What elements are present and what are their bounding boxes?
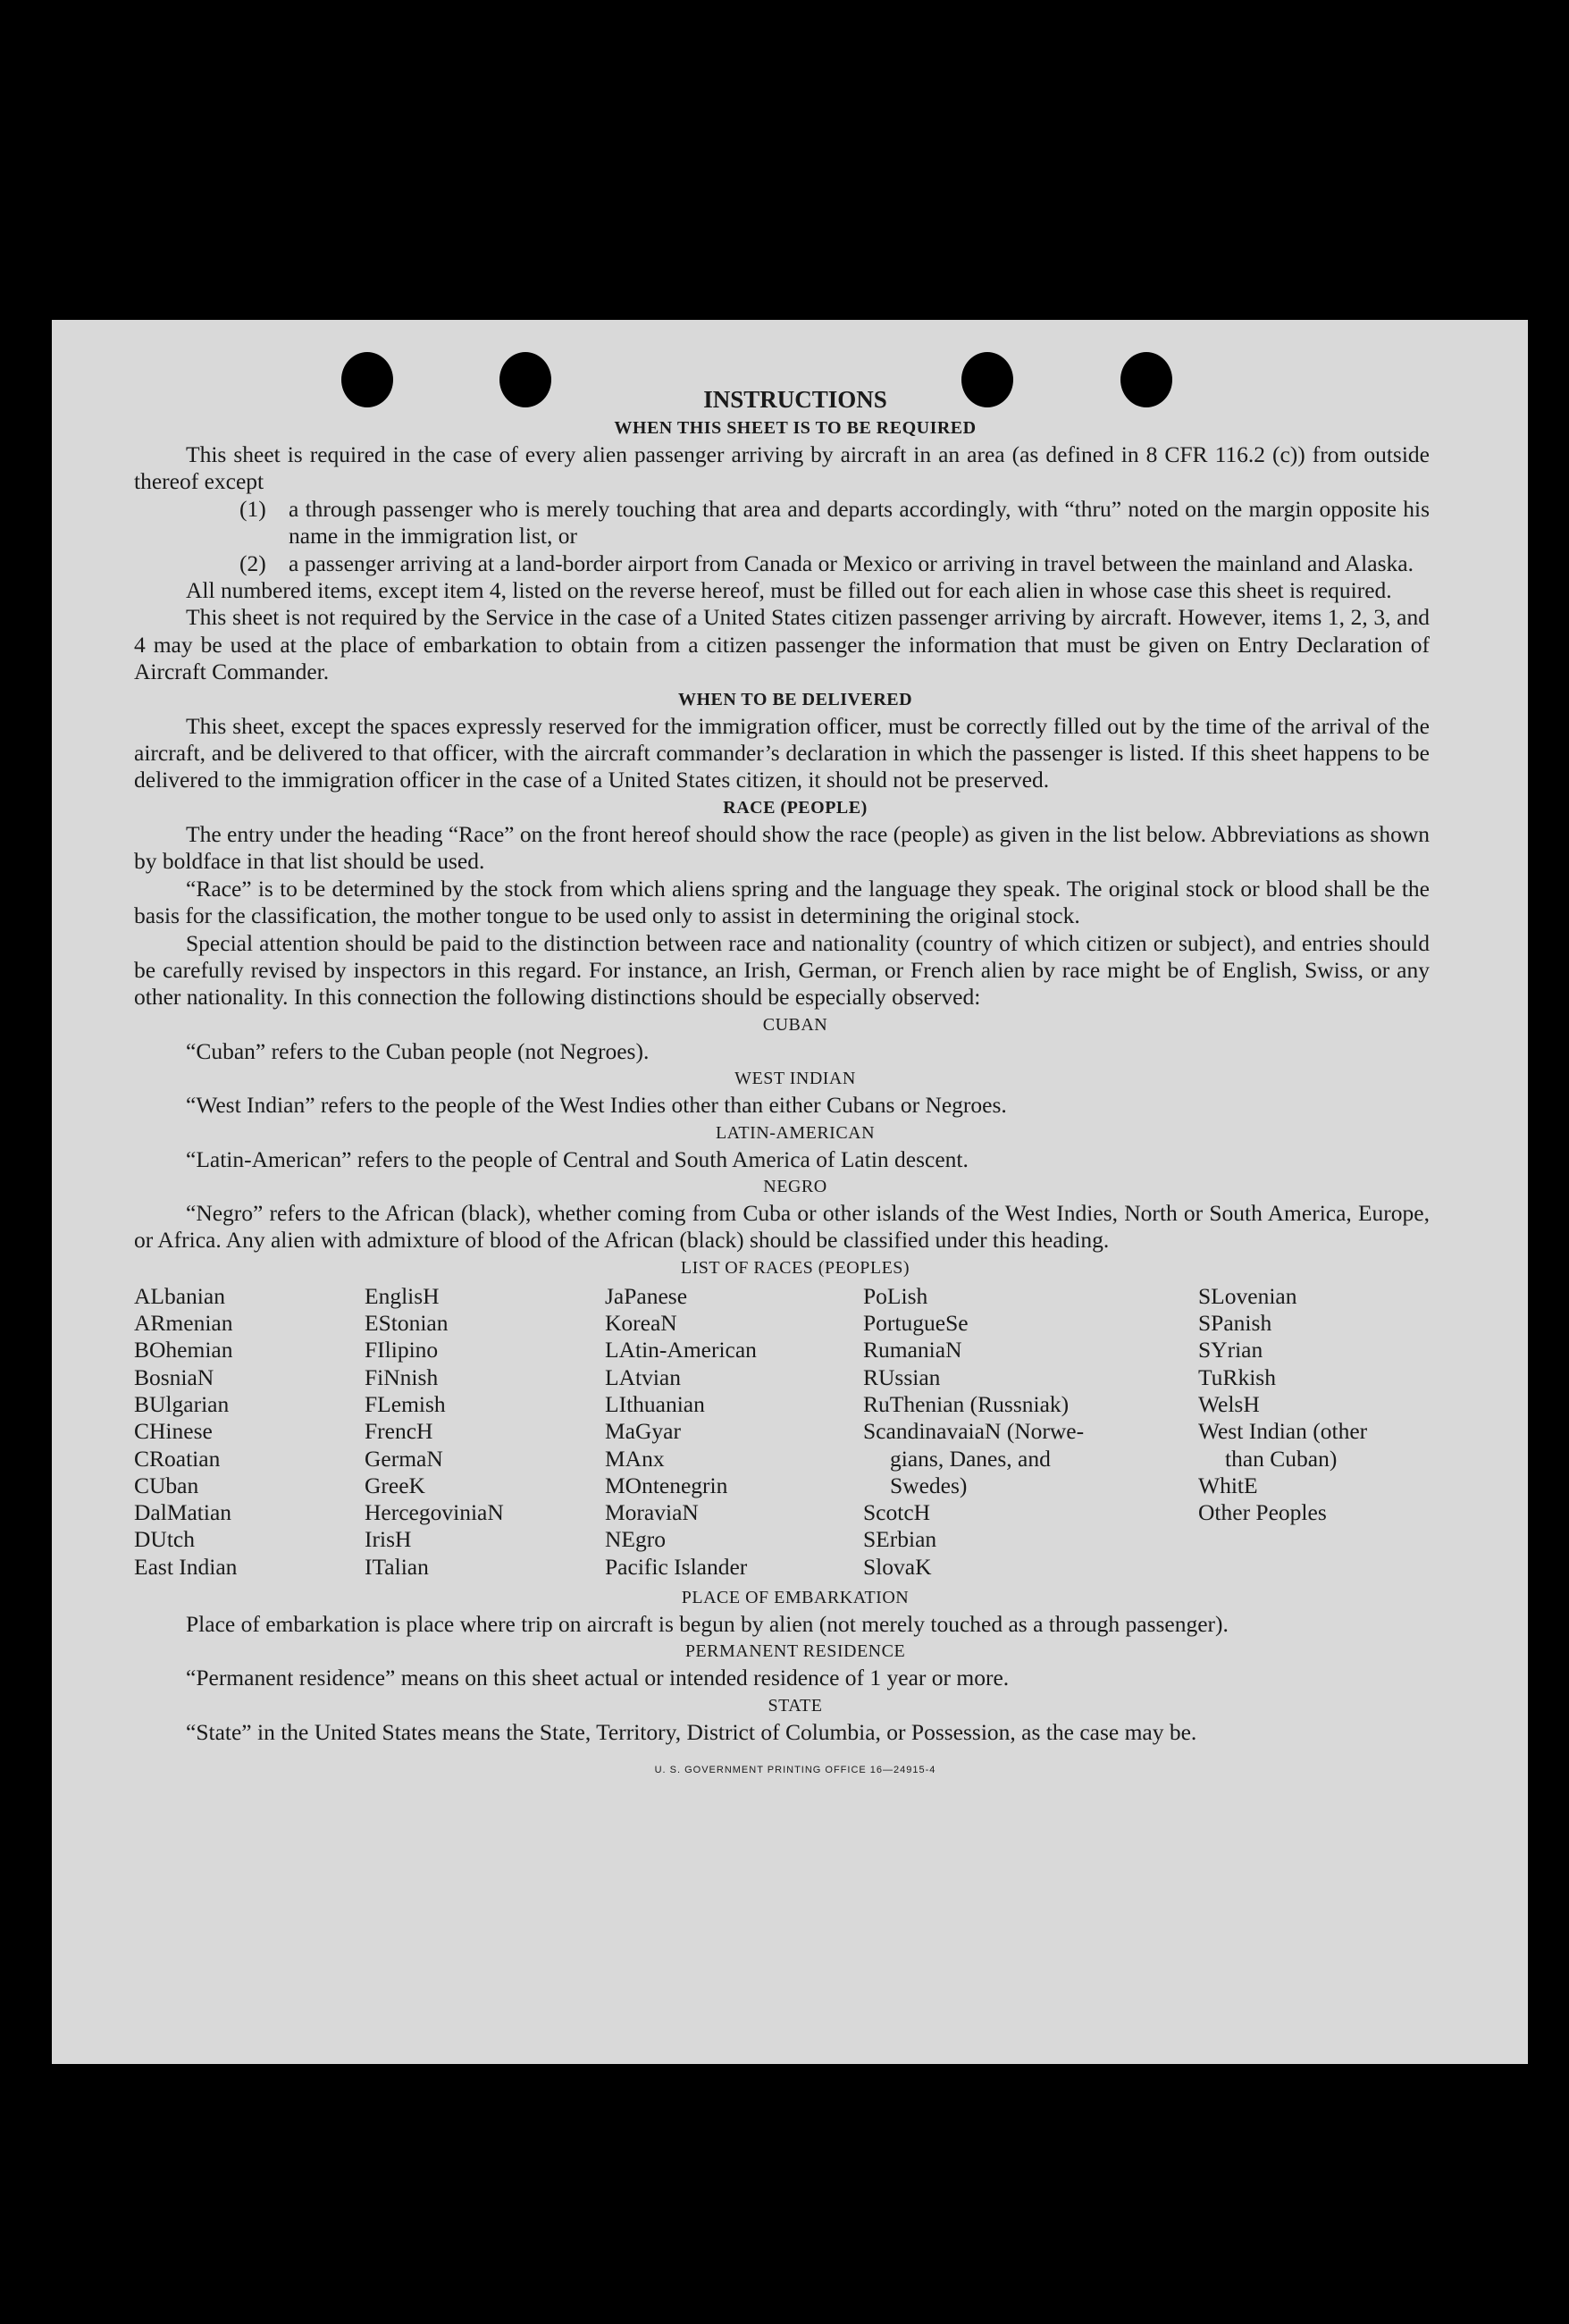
- item-text: a passenger arriving at a land-border airport from Canada or Mexico or arriving in travel between the mainland and Alaska.: [289, 550, 1414, 576]
- races-column: [134, 1283, 365, 1581]
- subsection-heading: LIST OF RACES (PEOPLES): [680, 1257, 910, 1278]
- race-entry: LAtin-American: [605, 1337, 757, 1363]
- race-entry: ALbanian: [134, 1282, 225, 1309]
- race-entry: WelsH: [1198, 1390, 1260, 1417]
- race-entry: RUssian: [863, 1363, 941, 1390]
- instruction-sheet: [52, 320, 1528, 2064]
- race-entry: CHinese: [134, 1418, 213, 1445]
- race-entry: CUban: [134, 1472, 199, 1498]
- race-entry: Other Peoples: [1198, 1499, 1327, 1526]
- race-entry: EnglisH: [365, 1282, 440, 1309]
- paragraph: “Cuban” refers to the Cuban people (not Negroes).: [186, 1037, 650, 1064]
- race-entry: gians, Danes, and: [890, 1445, 1051, 1472]
- race-entry: FiNnish: [365, 1363, 439, 1390]
- race-entry: GermaN: [365, 1445, 443, 1472]
- races-column: [863, 1283, 1198, 1581]
- race-entry: SErbian: [863, 1526, 937, 1553]
- paragraph: “Race” is to be determined by the stock from which aliens spring and the language they speak. The original stock or blood shall be the basis for the classification, the mother tongue to be used only to assist in determining the original stock.: [134, 875, 1430, 929]
- races-column: [605, 1283, 863, 1581]
- race-entry: LAtvian: [605, 1363, 681, 1390]
- race-entry: BosniaN: [134, 1363, 214, 1390]
- races-column: [365, 1283, 605, 1581]
- race-entry: RumaniaN: [863, 1337, 962, 1363]
- race-entry: FrencH: [365, 1418, 433, 1445]
- race-entry: Swedes): [890, 1472, 968, 1498]
- paragraph: “Latin-American” refers to the people of Central and South America of Latin descent.: [186, 1145, 969, 1172]
- subsection-heading: STATE: [768, 1695, 823, 1716]
- race-entry: East Indian: [134, 1553, 238, 1580]
- race-entry: MOntenegrin: [605, 1472, 728, 1498]
- subsection-heading: LATIN-AMERICAN: [715, 1122, 876, 1143]
- race-entry: WhitE: [1198, 1472, 1258, 1498]
- paragraph: Place of embarkation is place where trip on aircraft is begun by alien (not merely touched as a through passenger).: [186, 1611, 1229, 1638]
- race-entry: TuRkish: [1198, 1363, 1276, 1390]
- race-entry: FLemish: [365, 1390, 446, 1417]
- race-entry: SLovenian: [1198, 1282, 1297, 1309]
- race-entry: BUlgarian: [134, 1390, 230, 1417]
- item-text: a through passenger who is merely touching that area and departs accordingly, with “thru” noted on the margin opposite his name in the immigration list, or: [289, 495, 1430, 550]
- race-entry: ITalian: [365, 1553, 429, 1580]
- race-entry: ARmenian: [134, 1310, 233, 1337]
- paragraph: Special attention should be paid to the distinction between race and nationality (country of which citizen or subject), and entries should be carefully revised by inspectors in this regard. For instance, an Irish, German, or French alien by race might be of English, Swiss, or any other nationality. In this connection the following distinctions should be especially observed:: [134, 929, 1430, 1011]
- race-entry: DalMatian: [134, 1499, 232, 1526]
- document-title: INSTRUCTIONS: [703, 386, 887, 413]
- race-entry: MaGyar: [605, 1418, 681, 1445]
- exception-item: [134, 550, 1430, 577]
- race-entry: EStonian: [365, 1310, 449, 1337]
- paragraph: All numbered items, except item 4, listed on the reverse hereof, must be filled out for each alien in whose case this sheet is required.: [186, 577, 1392, 604]
- race-entry: RuThenian (Russniak): [863, 1390, 1070, 1417]
- race-entry: PortugueSe: [863, 1310, 969, 1337]
- paragraph: This sheet is required in the case of every alien passenger arriving by aircraft in an area (as defined in 8 CFR 116.2 (c)) from outside thereof except: [134, 441, 1430, 495]
- race-entry: SPanish: [1198, 1310, 1272, 1337]
- race-entry: IrisH: [365, 1526, 412, 1553]
- subsection-heading: PLACE OF EMBARKATION: [681, 1588, 910, 1608]
- races-list: [134, 1283, 1430, 1581]
- section-heading: WHEN THIS SHEET IS TO BE REQUIRED: [614, 418, 977, 438]
- subsection-heading: WEST INDIAN: [734, 1069, 856, 1089]
- race-entry: NEgro: [605, 1526, 666, 1553]
- paragraph: “Negro” refers to the African (black), whether coming from Cuba or other islands of the West Indies, North or South America, Europe, or Africa. Any alien with admixture of blood of the African (black) should be classified under this heading.: [134, 1199, 1430, 1254]
- race-entry: JaPanese: [605, 1282, 688, 1309]
- paragraph: “West Indian” refers to the people of the West Indies other than either Cubans or Negroes.: [186, 1092, 1007, 1119]
- race-entry: PoLish: [863, 1282, 928, 1309]
- race-entry: MAnx: [605, 1445, 665, 1472]
- race-entry: West Indian (other: [1198, 1418, 1368, 1445]
- race-entry: ScandinavaiaN (Norwe-: [863, 1418, 1085, 1445]
- race-entry: SYrian: [1198, 1337, 1263, 1363]
- race-entry: GreeK: [365, 1472, 425, 1498]
- paragraph: “Permanent residence” means on this sheet actual or intended residence of 1 year or more.: [186, 1665, 1010, 1691]
- race-entry: FIlipino: [365, 1337, 439, 1363]
- subsection-heading: PERMANENT RESIDENCE: [684, 1641, 906, 1662]
- paragraph: “State” in the United States means the State, Territory, District of Columbia, or Possession, as the case may be.: [186, 1718, 1197, 1745]
- paragraph: The entry under the heading “Race” on the front hereof should show the race (people) as given in the list below. Abbreviations as shown by boldface in that list should be used.: [134, 820, 1430, 875]
- race-entry: Pacific Islander: [605, 1553, 748, 1580]
- item-number: (1): [239, 495, 266, 522]
- document-body: [134, 384, 1430, 1784]
- races-column: [1198, 1283, 1430, 1581]
- paragraph: This sheet is not required by the Service in the case of a United States citizen passenger arriving by aircraft. However, items 1, 2, 3, and 4 may be used at the place of embarkation to obtain from a citizen passenger the information that must be given on Entry Declaration of Aircraft Commander.: [134, 604, 1430, 685]
- subsection-heading: NEGRO: [763, 1176, 827, 1196]
- race-entry: SlovaK: [863, 1553, 932, 1580]
- race-entry: CRoatian: [134, 1445, 221, 1472]
- race-entry: KoreaN: [605, 1310, 677, 1337]
- printer-imprint: U. S. GOVERNMENT PRINTING OFFICE 16—24915-4: [654, 1765, 936, 1776]
- paragraph: This sheet, except the spaces expressly reserved for the immigration officer, must be correctly filled out by the time of the arrival of the aircraft, and be delivered to that officer, with the aircraft commander’s declaration in which the passenger is listed. If this sheet happens to be delivered to the immigration officer in the case of a United States citizen, it should not be preserved.: [134, 712, 1430, 793]
- race-entry: MoraviaN: [605, 1499, 699, 1526]
- race-entry: BOhemian: [134, 1337, 233, 1363]
- exception-item: [134, 496, 1430, 550]
- race-entry: LIthuanian: [605, 1390, 705, 1417]
- race-entry: ScotcH: [863, 1499, 931, 1526]
- item-number: (2): [239, 550, 266, 576]
- subsection-heading: CUBAN: [762, 1014, 828, 1035]
- section-heading: WHEN TO BE DELIVERED: [677, 689, 913, 709]
- section-heading: RACE (PEOPLE): [723, 797, 868, 818]
- race-entry: DUtch: [134, 1526, 195, 1553]
- race-entry: HercegoviniaN: [365, 1499, 504, 1526]
- race-entry: than Cuban): [1225, 1445, 1338, 1472]
